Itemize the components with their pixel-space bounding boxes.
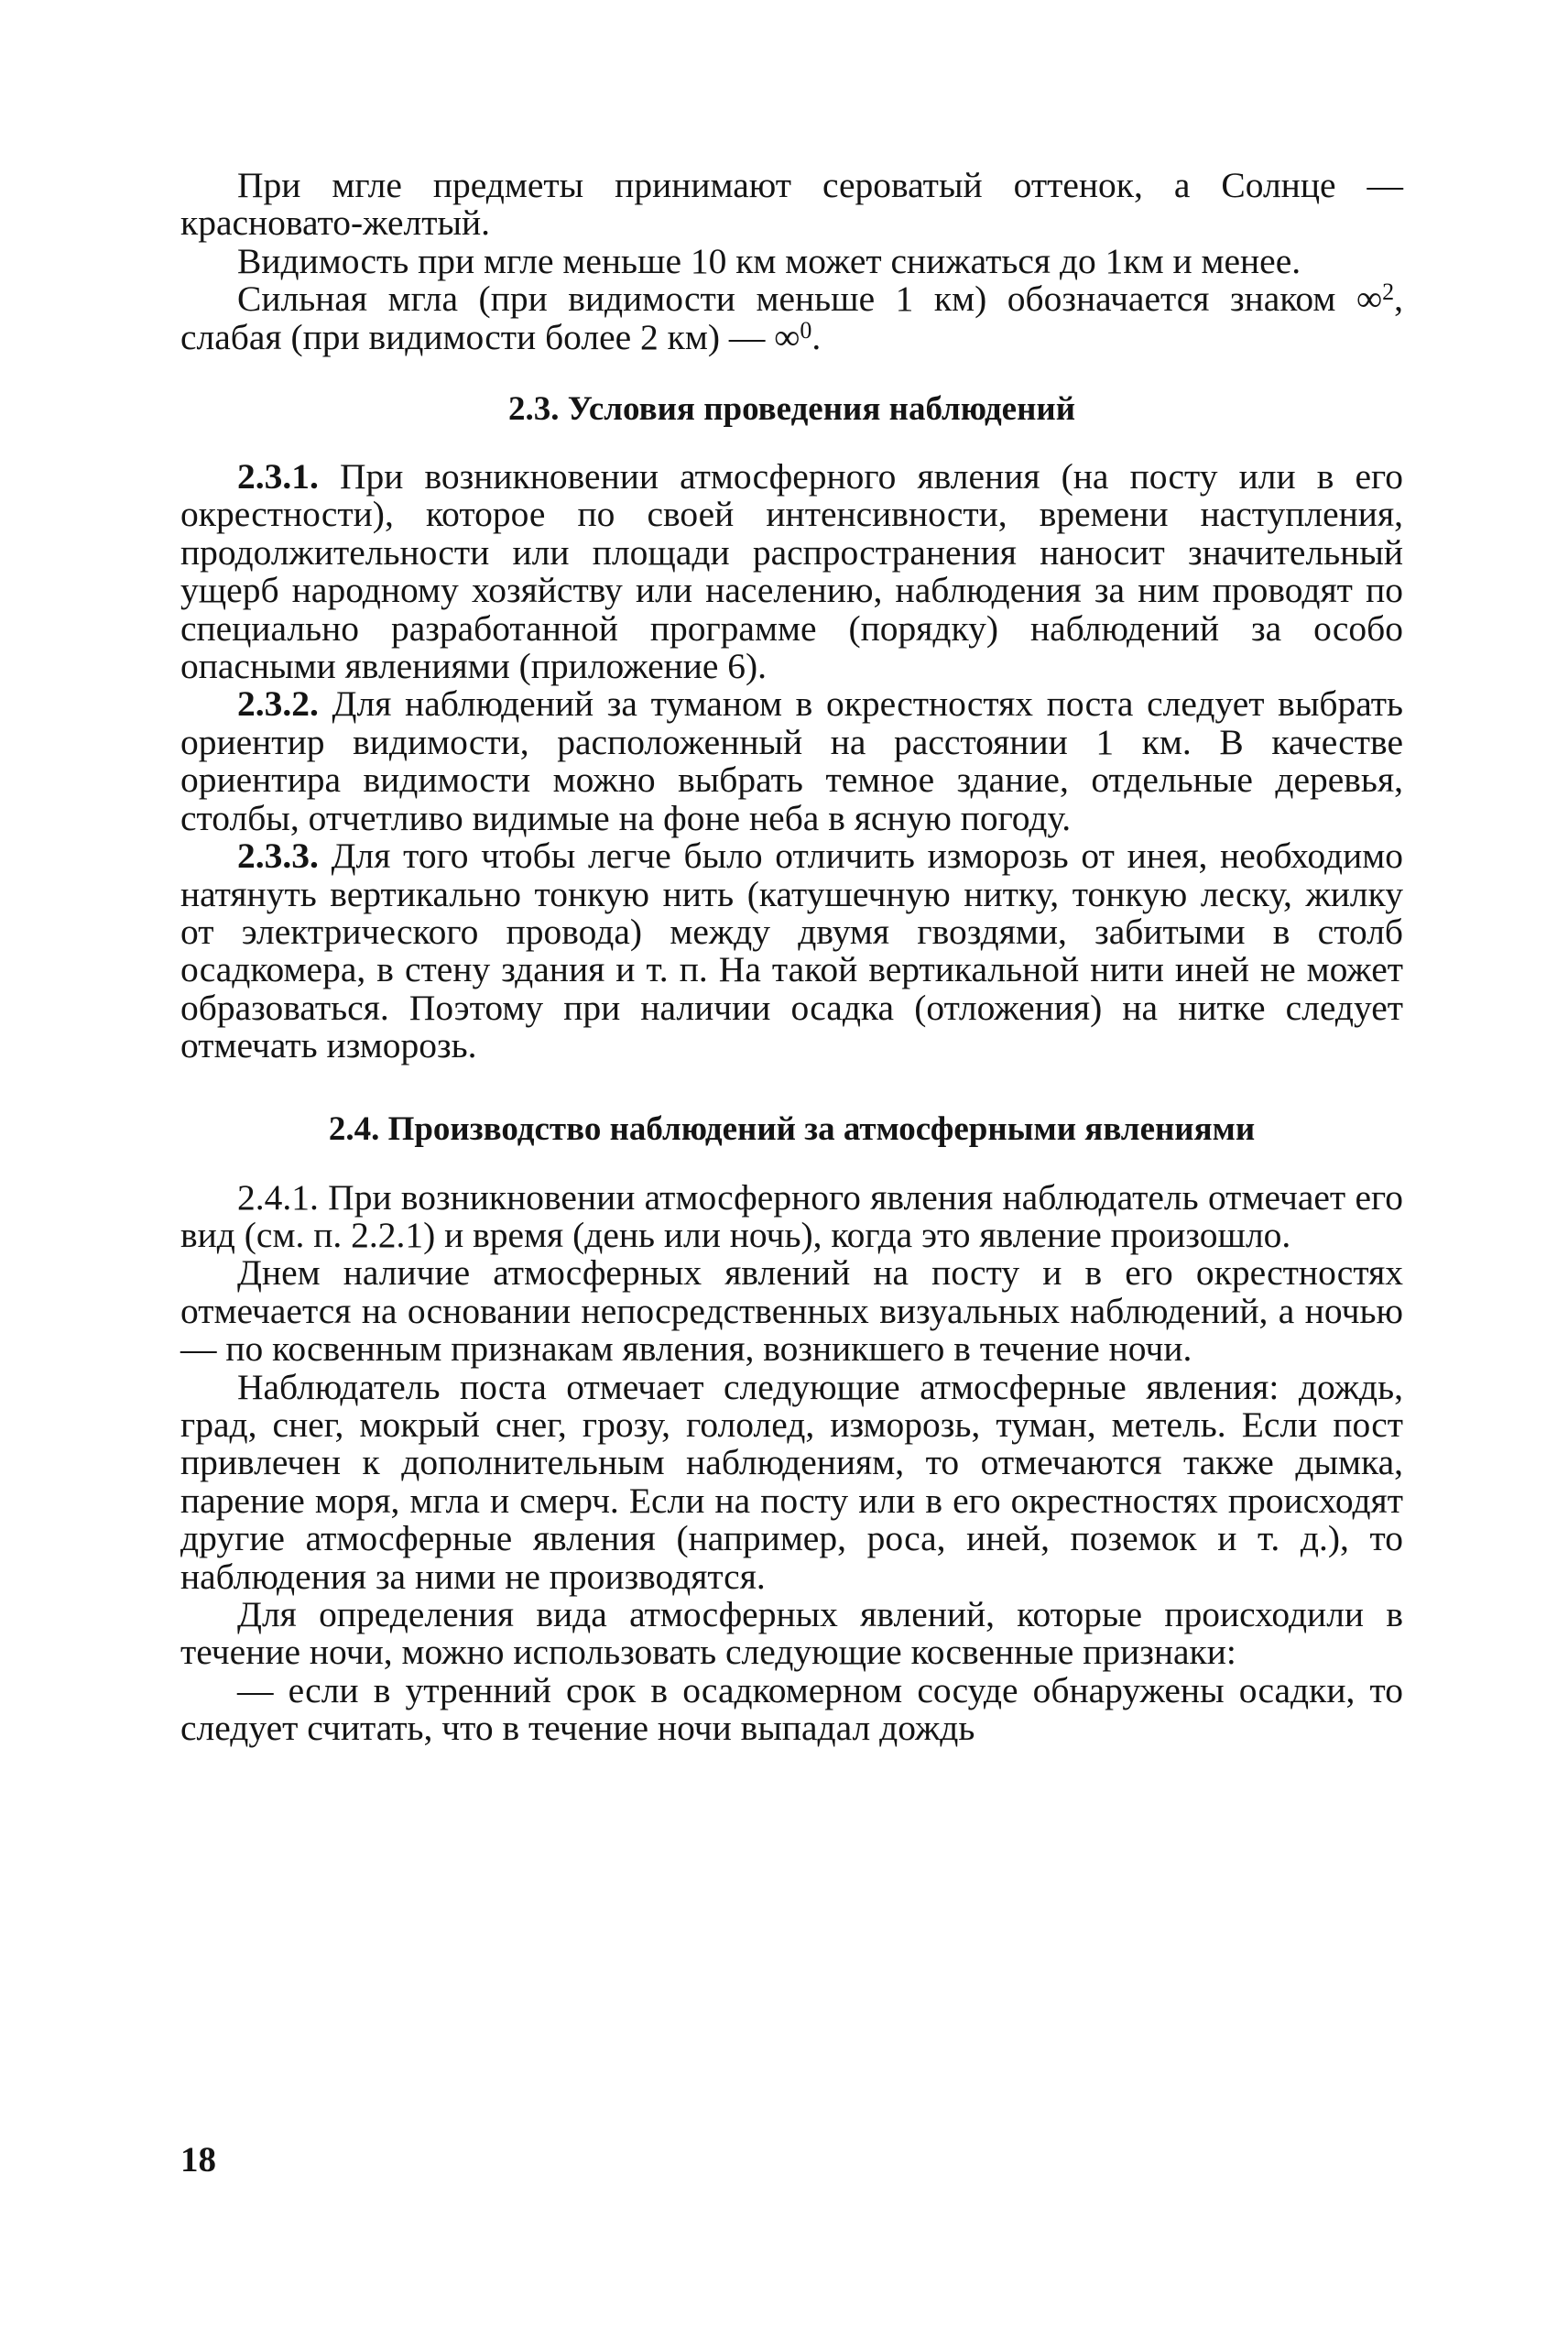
- clause-number: 2.4.1.: [237, 1176, 319, 1218]
- clause-text: При возникновении атмосферного явления наблюдатель отмечает его вид (см. п. 2.2.1) и время (день или ночь), когда это явление произошло.: [180, 1176, 1403, 1255]
- paragraph-observer-list: Наблюдатель поста отмечает следующие атмосферные явления: дождь, град, снег, мокрый снег, грозу, гололед, изморозь, туман, метель. Если пост привлечен к дополнительным наблюдениям, то отмечаются также дымка, парение моря, мгла и смерч. Если на посту или в его окрестностях происходят другие атмосферные явления (например, роса, иней, поземок и т. д.), то наблюдения за ними не производятся.: [180, 1366, 1403, 1597]
- haze-symbol-text-2: , слабая (при видимости более 2 км) — ∞: [180, 279, 1403, 357]
- clause-2-3-2: [180, 685, 1403, 837]
- page-number: 18: [180, 2140, 216, 2180]
- clause-text: Для того чтобы легче было отличить изморозь от инея, необходимо натянуть вертикально тонкую нить (катушечную нитку, тонкую леску, жилку от электрического провода) между двумя гвоздями, забитыми в столб осадкомера, в стену здания и т. п. На такой вертикальной нити иней не может образоваться. Поэтому при наличии осадка (отложения) на нитке следует отмечать изморозь.: [180, 836, 1403, 1066]
- section-heading-2-3: 2.3. Условия проведения наблюдений: [507, 390, 1076, 429]
- haze-symbol-sup-weak: 0: [800, 316, 812, 344]
- haze-symbol-text-3: .: [811, 316, 822, 357]
- clause-2-4-1: [180, 1176, 1403, 1255]
- clause-number: 2.3.2.: [237, 683, 319, 725]
- haze-symbol-text-1: Сильная мгла (при видимости меньше 1 км) обозначается знаком ∞: [237, 279, 1383, 320]
- paragraph-night-signs: Для определения вида атмосферных явлений, которые происходили в течение ночи, можно использовать следующие косвенные признаки:: [180, 1594, 1403, 1673]
- clause-2-3-1: [180, 458, 1403, 685]
- paragraph-haze-visibility: Видимость при мгле меньше 10 км может снижаться до 1км и менее.: [237, 240, 1301, 281]
- paragraph-day-observation: Днем наличие атмосферных явлений на посту и в его окрестностях отмечается на основании непосредственных визуальных наблюдений, а ночью — по косвенным признакам явления, возникшего в течение ночи.: [180, 1252, 1403, 1370]
- clause-text: Для наблюдений за туманом в окрестностях поста следует выбрать ориентир видимости, расположенный на расстоянии 1 км. В качестве ориентира видимости можно выбрать темное здание, отдельные деревья, столбы, отчетливо видимые на фоне неба в ясную погоду.: [180, 683, 1403, 838]
- page-body: [180, 167, 1403, 1748]
- clause-text: При возникновении атмосферного явления (на посту или в его окрестности), которое по своей интенсивности, времени наступления, продолжительности или площади распространения наносит значительный ущерб народному хозяйству или населению, наблюдения за ним проводят по специально разработанной программе (порядку) наблюдений за особо опасными явлениями (приложение 6).: [180, 456, 1403, 687]
- paragraph-haze-color: При мгле предметы принимают сероватый оттенок, а Солнце — красновато-желтый.: [180, 165, 1403, 244]
- haze-symbol-sup-strong: 2: [1382, 279, 1395, 306]
- paragraph-dash-item: — если в утренний срок в осадкомерном сосуде обнаружены осадки, то следует считать, что в течение ночи выпадал дождь: [180, 1669, 1403, 1749]
- section-heading-2-4: 2.4. Производство наблюдений за атмосферными явлениями: [328, 1109, 1256, 1148]
- clause-2-3-3: [180, 837, 1403, 1065]
- clause-number: 2.3.1.: [237, 456, 319, 497]
- paragraph-haze-symbol: [180, 280, 1403, 356]
- clause-number: 2.3.3.: [237, 836, 319, 877]
